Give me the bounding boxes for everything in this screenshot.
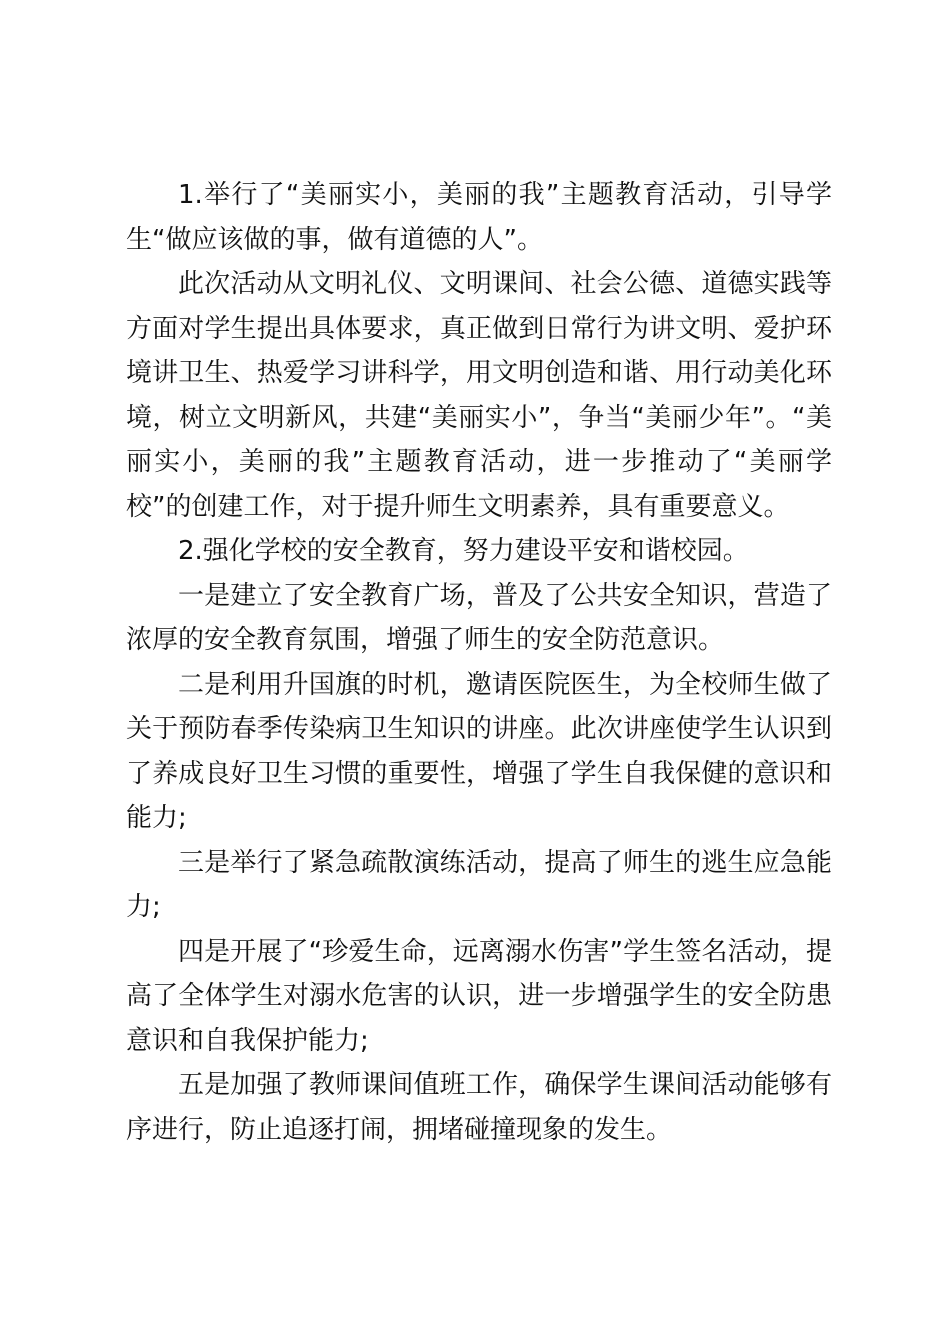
paragraph-health-lecture: 二是利用升国旗的时机，邀请医院医生，为全校师生做了关于预防春季传染病卫生知识的讲座。此次讲座使学生认识到了养成良好卫生习惯的重要性，增强了学生自我保健的意识和能力; (126, 669, 832, 833)
paragraph-evacuation-drill: 三是举行了紧急疏散演练活动，提高了师生的逃生应急能力; (126, 847, 832, 922)
paragraph-safety-square: 一是建立了安全教育广场，普及了公共安全知识，营造了浓厚的安全教育氛围，增强了师生的安全防范意识。 (126, 580, 832, 655)
document-body (126, 173, 832, 1152)
paragraph-activity-details: 此次活动从文明礼仪、文明课间、社会公德、道德实践等方面对学生提出具体要求，真正做到日常行为讲文明、爱护环境讲卫生、热爱学习讲科学，用文明创造和谐、用行动美化环境，树立文明新风，共建“美丽实小”，争当“美丽少年”。“美丽实小，美丽的我”主题教育活动，进一步推动了“美丽学校”的创建工作，对于提升师生文明素养，具有重要意义。 (126, 269, 832, 522)
paragraph-teacher-duty: 五是加强了教师课间值班工作，确保学生课间活动能够有序进行，防止追逐打闹，拥堵碰撞现象的发生。 (126, 1070, 832, 1145)
paragraph-safety-heading: 2.强化学校的安全教育，努力建设平安和谐校园。 (178, 536, 749, 566)
paragraph-activity-theme: 1.举行了“美丽实小，美丽的我”主题教育活动，引导学生“做应该做的事，做有道德的人”。 (126, 180, 832, 255)
paragraph-drowning-campaign: 四是开展了“珍爱生命，远离溺水伤害”学生签名活动，提高了全体学生对溺水危害的认识，进一步增强学生的安全防患意识和自我保护能力; (126, 936, 832, 1056)
